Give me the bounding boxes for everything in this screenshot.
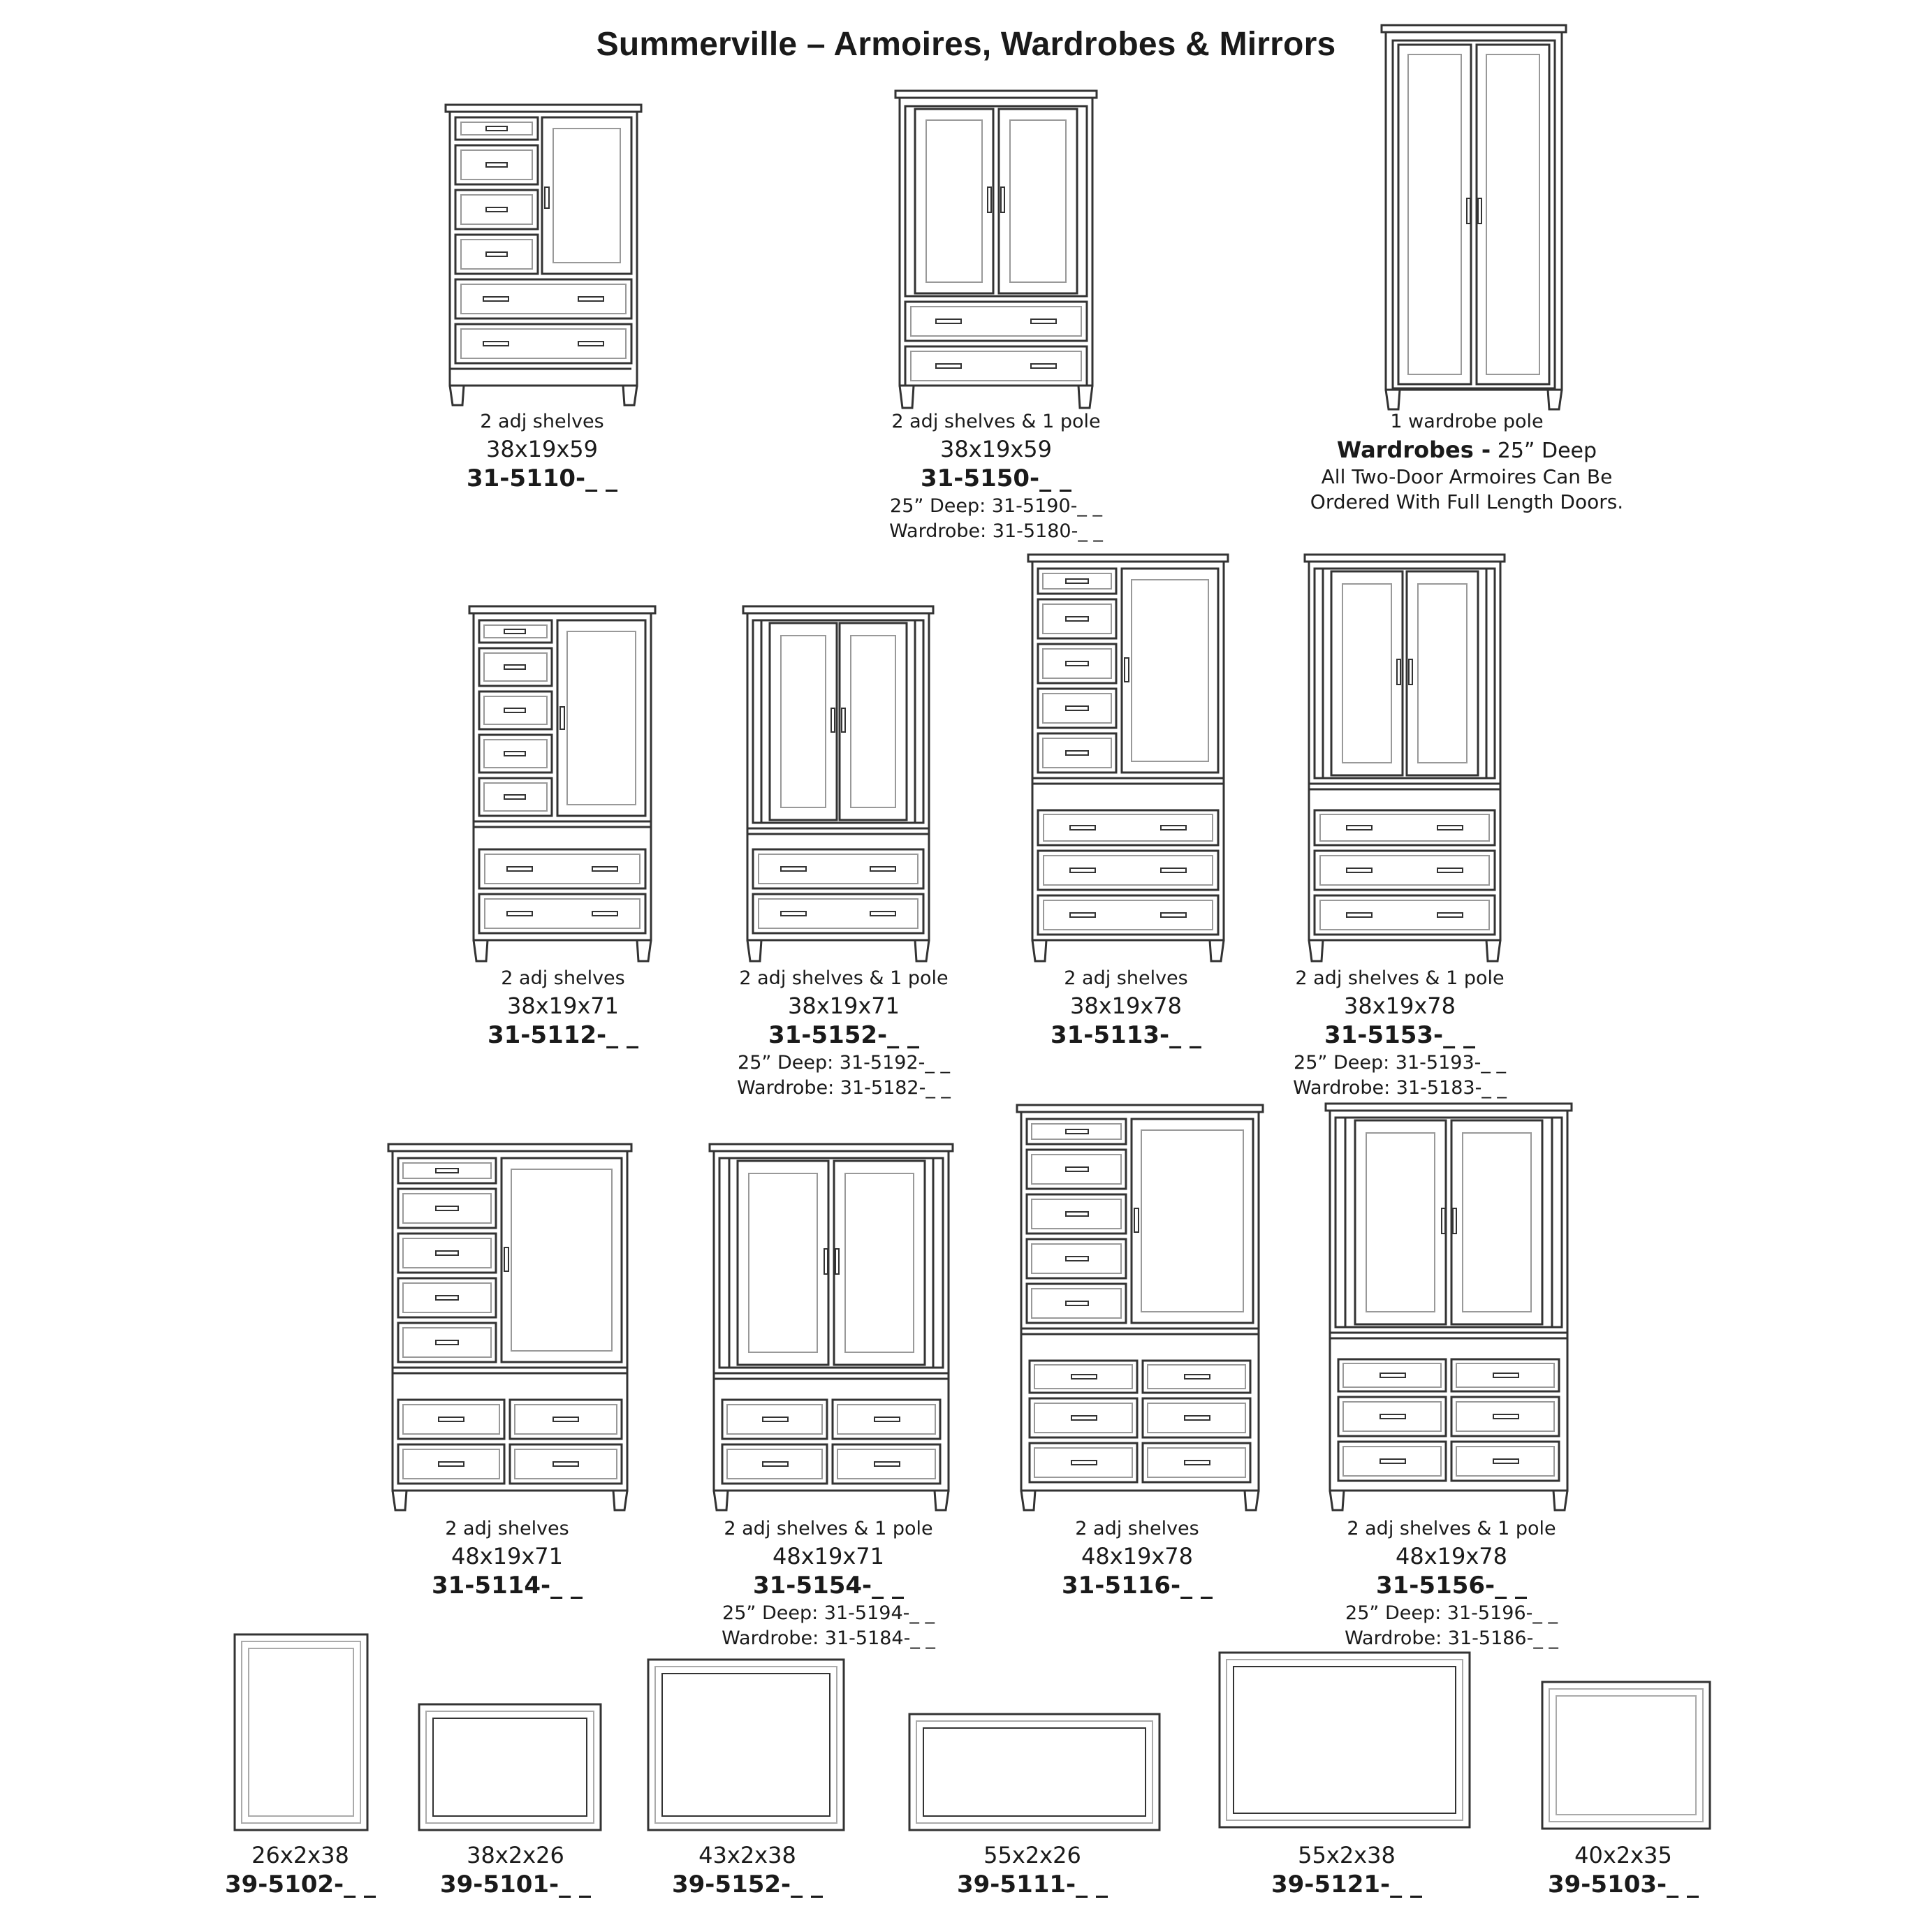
product-dimensions: 38x19x78 [1343, 993, 1456, 1019]
mirror-caption [672, 1841, 823, 1900]
product-description: 2 adj shelves [480, 411, 604, 432]
product-code: 31-5156-_ _ [1375, 1572, 1527, 1600]
mirror-drawing-39-5102 [233, 1633, 369, 1831]
mirror-dimensions: 38x2x26 [467, 1842, 564, 1868]
armoire-drawing-31-5110 [444, 103, 643, 411]
wardrobe-heading-bold: Wardrobes - [1336, 437, 1491, 463]
wardrobe-note-line: All Two-Door Armoires Can Be [1321, 465, 1613, 488]
mirror-code: 39-5111-_ _ [956, 1871, 1108, 1898]
product-code: 31-5154-_ _ [752, 1572, 904, 1600]
armoire-drawing-31-5156 [1324, 1102, 1573, 1513]
product-wardrobe-code: Wardrobe: 31-5184-_ _ [722, 1627, 935, 1649]
armoire-drawing-31-5153 [1303, 553, 1506, 964]
product-caption [1051, 965, 1201, 1051]
product-caption [1345, 1516, 1558, 1651]
product-dimensions: 48x19x78 [1395, 1543, 1508, 1569]
mirror-caption [440, 1841, 591, 1900]
product-caption [467, 409, 617, 494]
armoire-drawing-31-5150 [894, 89, 1098, 411]
product-dimensions: 48x19x71 [451, 1543, 564, 1569]
product-description: 2 adj shelves [1064, 967, 1188, 989]
product-wardrobe-code: Wardrobe: 31-5186-_ _ [1345, 1627, 1558, 1649]
product-code: 31-5113-_ _ [1050, 1021, 1202, 1049]
mirror-drawing-39-5121 [1218, 1651, 1471, 1829]
mirror-caption [957, 1841, 1108, 1900]
product-description: 2 adj shelves & 1 pole [739, 967, 949, 989]
product-code: 31-5153-_ _ [1324, 1021, 1475, 1049]
armoire-drawing-31-5113 [1027, 553, 1229, 964]
wardrobe-note-line: Ordered With Full Length Doors. [1310, 490, 1624, 513]
mirror-code: 39-5101-_ _ [439, 1871, 592, 1898]
armoire-drawing-31-5112 [468, 605, 657, 964]
product-code: 31-5110-_ _ [466, 464, 618, 492]
product-description: 2 adj shelves & 1 pole [891, 411, 1101, 432]
product-description: 2 adj shelves [1075, 1518, 1199, 1539]
mirror-dimensions: 26x2x38 [251, 1842, 349, 1868]
page-title: Summerville – Armoires, Wardrobes & Mirrors [596, 26, 1336, 63]
mirror-caption [225, 1841, 376, 1900]
product-caption [722, 1516, 935, 1651]
product-25-deep-code: 25” Deep: 31-5194-_ _ [722, 1602, 935, 1624]
product-code: 31-5152-_ _ [768, 1021, 919, 1049]
product-caption [1293, 965, 1507, 1101]
product-description: 2 adj shelves & 1 pole [1347, 1518, 1556, 1539]
wardrobe-heading [1310, 435, 1623, 464]
product-caption [737, 965, 951, 1101]
product-code: 31-5114-_ _ [431, 1572, 583, 1600]
product-wardrobe-code: Wardrobe: 31-5183-_ _ [1293, 1077, 1507, 1099]
product-code: 31-5112-_ _ [487, 1021, 639, 1049]
mirror-drawing-39-5111 [908, 1713, 1161, 1831]
product-code: 31-5150-_ _ [920, 464, 1071, 492]
product-25-deep-code: 25” Deep: 31-5192-_ _ [738, 1052, 950, 1074]
mirror-caption [1271, 1841, 1422, 1900]
product-description: 2 adj shelves [501, 967, 625, 989]
product-dimensions: 38x19x59 [939, 436, 1053, 462]
armoire-drawing-31-5116 [1016, 1104, 1264, 1513]
mirror-code: 39-5121-_ _ [1271, 1871, 1423, 1898]
product-wardrobe-code: Wardrobe: 31-5180-_ _ [889, 520, 1103, 542]
product-25-deep-code: 25” Deep: 31-5196-_ _ [1345, 1602, 1558, 1624]
product-dimensions: 38x19x71 [506, 993, 620, 1019]
mirror-code: 39-5152-_ _ [671, 1871, 824, 1898]
mirror-code: 39-5103-_ _ [1547, 1871, 1699, 1898]
armoire-drawing-31-5114 [387, 1143, 633, 1513]
product-description: 2 adj shelves [445, 1518, 569, 1539]
mirror-dimensions: 43x2x38 [698, 1842, 796, 1868]
product-caption [488, 965, 638, 1051]
product-25-deep-code: 25” Deep: 31-5193-_ _ [1294, 1052, 1506, 1074]
product-dimensions: 38x19x71 [787, 993, 900, 1019]
mirror-drawing-39-5103 [1541, 1681, 1711, 1830]
wardrobe-drawing [1380, 24, 1567, 411]
wardrobe-note [1310, 409, 1623, 515]
mirror-caption [1548, 1841, 1699, 1900]
wardrobe-description: 1 wardrobe pole [1390, 411, 1544, 432]
product-25-deep-code: 25” Deep: 31-5190-_ _ [890, 495, 1102, 517]
mirror-drawing-39-5152 [647, 1658, 845, 1831]
product-dimensions: 38x19x78 [1069, 993, 1183, 1019]
mirror-code: 39-5102-_ _ [224, 1871, 376, 1898]
mirror-dimensions: 55x2x26 [983, 1842, 1081, 1868]
armoire-drawing-31-5152 [742, 605, 935, 964]
product-caption [889, 409, 1103, 544]
product-caption [432, 1516, 583, 1601]
product-description: 2 adj shelves & 1 pole [724, 1518, 933, 1539]
product-description: 2 adj shelves & 1 pole [1295, 967, 1505, 989]
mirror-dimensions: 55x2x38 [1298, 1842, 1396, 1868]
mirror-dimensions: 40x2x35 [1574, 1842, 1672, 1868]
product-dimensions: 48x19x78 [1081, 1543, 1194, 1569]
product-caption [1062, 1516, 1213, 1601]
mirror-drawing-39-5101 [418, 1703, 602, 1831]
wardrobe-heading-depth: 25” Deep [1491, 439, 1597, 463]
product-wardrobe-code: Wardrobe: 31-5182-_ _ [737, 1077, 951, 1099]
product-dimensions: 48x19x71 [772, 1543, 885, 1569]
product-dimensions: 38x19x59 [485, 436, 599, 462]
armoire-drawing-31-5154 [708, 1143, 954, 1513]
product-code: 31-5116-_ _ [1061, 1572, 1213, 1600]
